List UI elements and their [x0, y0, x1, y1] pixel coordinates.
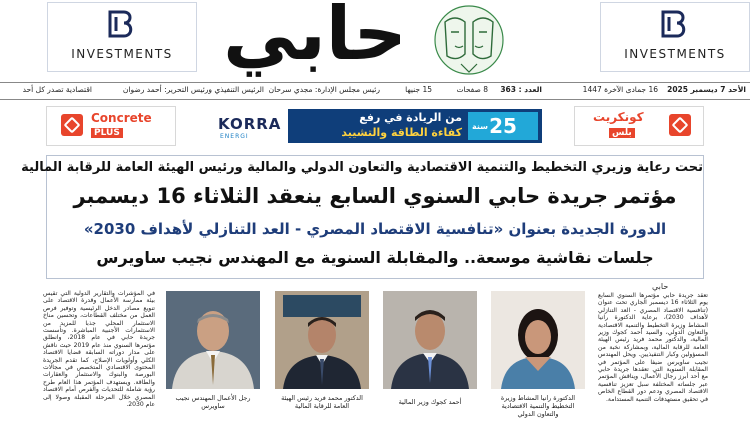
headline-sessions: جلسات نقاشية موسعة.. والمقابلة السنوية مع المهندس نجيب ساويرس — [96, 248, 654, 267]
publisher-note: اقتصادية تصدر كل أحد — [22, 85, 92, 94]
chairman: رئيس مجلس الإدارة: مجدي سرحان — [268, 85, 380, 94]
korra-years-badge — [468, 112, 538, 140]
photo-fareed — [275, 291, 369, 389]
headline-main: مؤتمر جريدة حابي السنوي السابع ينعقد الثلاثاء 16 ديسمبر — [73, 184, 677, 208]
headline-subtitle: الدورة الجديدة بعنوان «تنافسية الاقتصاد المصري - العد التنازلي لأهداف 2030» — [83, 220, 667, 238]
ad-concrete-plus-ar[interactable] — [574, 106, 704, 146]
headline-box — [21, 155, 704, 279]
photo-rania — [491, 291, 585, 389]
korra-sub: ENERGI — [220, 133, 249, 140]
korra-years: 25 — [489, 114, 517, 138]
brand-box-left — [47, 2, 197, 72]
masthead-rule-bottom — [0, 99, 750, 100]
issue-date: الأحد 7 ديسمبر 2025 — [667, 85, 746, 94]
ad-concrete-plus-en[interactable] — [46, 106, 176, 146]
editor-in-chief: الرئيس التنفيذي ورئيس التحرير: أحمد رضوان — [122, 85, 264, 94]
concrete-plus-logo-icon — [669, 114, 691, 136]
masthead-rule-top — [0, 82, 750, 83]
brand-text-right: INVESTMENTS — [624, 47, 726, 61]
brand-box-right — [600, 2, 750, 72]
ad-concrete-en-name: Concrete — [91, 111, 152, 125]
newspaper-title: حابي — [223, 0, 407, 77]
price: 15 جنيها — [405, 85, 432, 94]
caption-fareed: الدكتور محمد فريد رئيس الهيئة العامة للرقابة المالية — [281, 394, 363, 410]
caption-sawiris: رجل الأعمال المهندس نجيب ساويرس — [175, 394, 251, 410]
b-investments-logo-icon — [657, 9, 691, 39]
headline-sponsor-line: تحت رعاية وزيري التخطيط والتنمية الاقتصادية والتعاون الدولي والمالية ورئيس الهيئة العامة للرقابة المالية — [21, 160, 703, 175]
ad-concrete-ar-plus: بلس — [609, 128, 635, 138]
twin-faces-emblem-icon — [425, 2, 513, 78]
ad-concrete-ar-name: كونكريت — [593, 110, 644, 124]
concrete-plus-logo-icon — [61, 114, 83, 136]
hijri-date: 16 جمادى الآخرة 1447 — [582, 85, 658, 94]
brand-text-left: INVESTMENTS — [71, 47, 173, 61]
masthead-meta-bar — [0, 84, 750, 98]
korra-banner — [288, 109, 542, 143]
ad-korra-energi[interactable] — [218, 107, 542, 144]
byline: حابي — [652, 282, 669, 291]
korra-logo: KORRA — [218, 115, 282, 133]
korra-line1: من الريادة في رفع — [359, 111, 462, 124]
caption-rania: الدكتورة رانيا المشاط وزيرة التخطيط والتنمية الاقتصادية والتعاون الدولي — [500, 394, 576, 418]
korra-years-word: سنة — [472, 122, 488, 131]
photo-kjouk — [383, 291, 477, 389]
photo-sawiris — [166, 291, 260, 389]
page-count: 8 صفحات — [456, 85, 488, 94]
ad-concrete-en-plus: PLUS — [91, 128, 123, 138]
caption-kjouk: أحمد كجوك وزير المالية — [398, 398, 462, 406]
korra-line2: كفاءة الطاقة والتشييد — [341, 126, 462, 139]
b-investments-logo-icon — [104, 9, 138, 39]
article-column-right: تعقد جريدة حابي مؤتمرها السنوي السابع يوم الثلاثاء 16 ديسمبر الجاري تحت عنوان (تنافسية الاقتصاد المصري - العد التنازلي لأهداف 2030)، برعاية الدكتورة رانيا المشاط وزيرة التخطيط والتنمية الاقتصادية والتعاون الدولي، والسيد أحمد كجوك وزير المالية، والدكتور محمد فريد رئيس الهيئة العامة للرقابة المالية، وبمشاركة نخبة من المسؤولين وكبار التنفيذيين. ويحل المهندس نجيب ساويرس ضيفا على المؤتمر في المقابلة السنوية التي تعقدها جريدة حابي مع أحد أبرز رجال الأعمال، ويناقش المؤتمر عبر جلساته المختلفة سبل تعزيز تنافسية الاقتصاد المصري ودعم دور القطاع الخاص في تحقيق مستهدفات التنمية المستدامة. — [598, 292, 708, 403]
issue-number: العدد : 363 — [500, 85, 542, 94]
article-column-left: في المؤشرات والتقارير الدولية التي تقيس بيئة ممارسة الأعمال وقدرة الاقتصاد على تنويع مصادر الدخل الرئيسية وتوفير فرص العمل من مختلف القطاعات، وتحسين مناخ الاستثمار المحلي جذبا للمزيد من الاستثمارات الأجنبية المباشرة. وتأسست جريدة حابي في عام 2018، وانطلق مؤتمرها السنوي منذ عام 2019 حيث ناقش على مدار دوراته السابقة قضايا الاقتصاد الكلي وأولويات الإصلاح، كما تقدم الجريدة المحتوى الاقتصادي المتخصص في مجالات البورصة والبنوك والاستثمار والعقارات والطاقة. ويستهدف المؤتمر هذا العام طرح رؤية شاملة للتحديات والفرص أمام الاقتصاد المصري خلال المرحلة المقبلة وصولا إلى عام 2030. — [43, 290, 155, 409]
